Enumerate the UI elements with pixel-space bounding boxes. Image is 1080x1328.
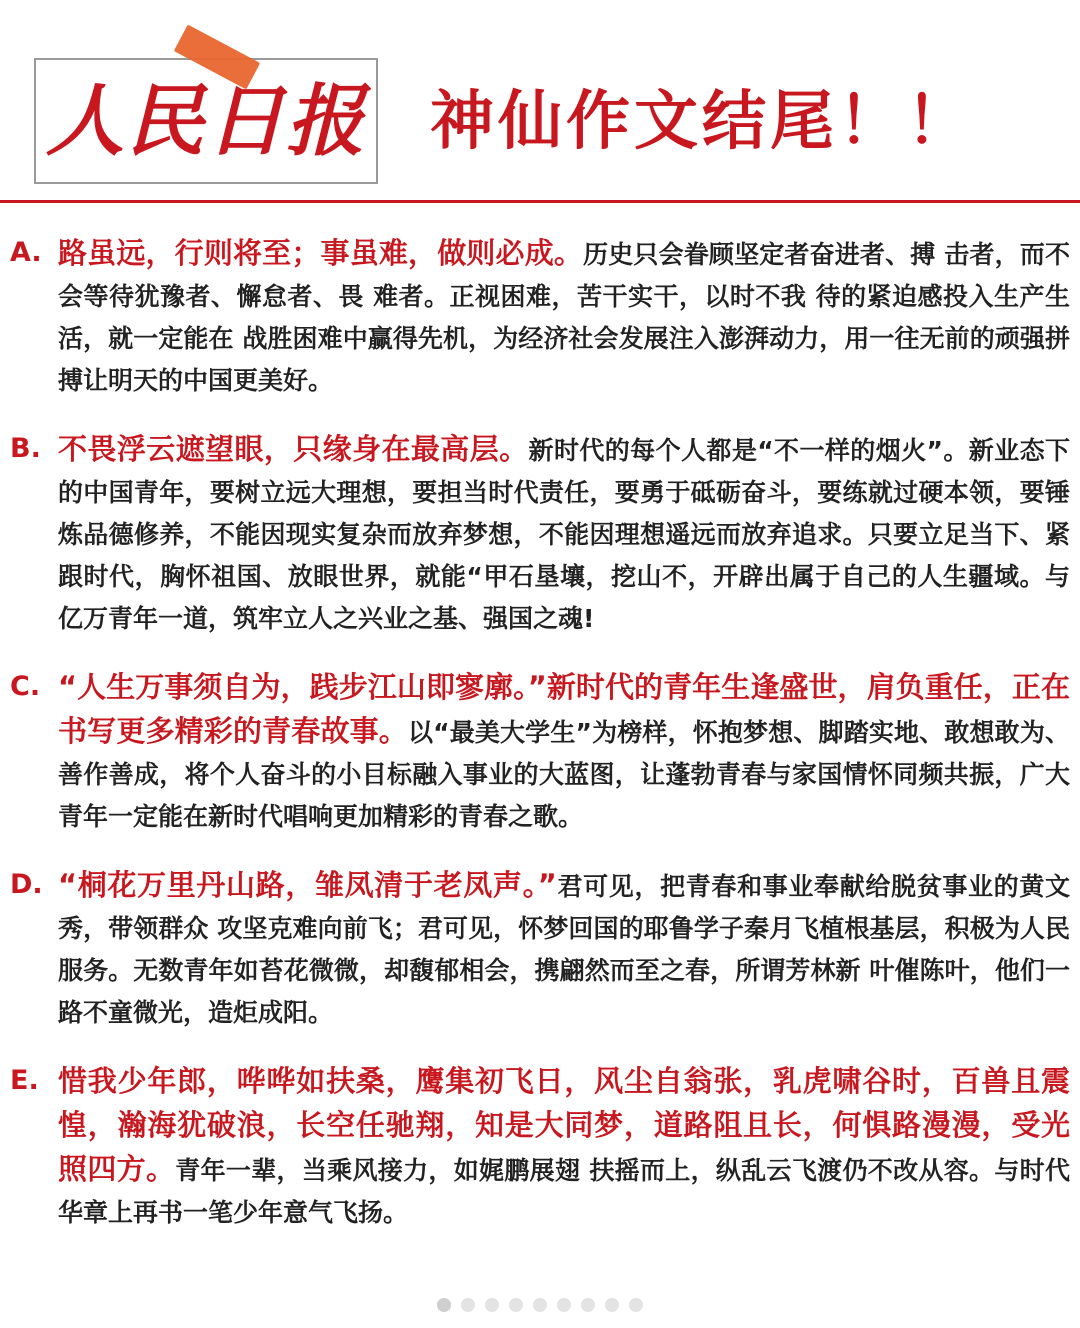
image-pager[interactable] [410, 1298, 670, 1312]
paragraph-c [10, 666, 1070, 838]
paragraph-body: 以“最美大学生”为榜样，怀抱梦想、脚踏实地、敢想敢为、善作善成，将个人奋斗的小目标融入事业的大蓝图，让蓬勃青春与家国情怀同频共振，广大青年一定能在新时代唱响更加精彩的青春之歌。 [58, 718, 1070, 831]
header [0, 0, 1080, 200]
paragraph-d [10, 864, 1070, 1034]
paragraph-highlight: “人生万事须自为，践步江山即寥廓。”新时代的青年生逢盛世，肩负重任，正在书写更多精彩的青春故事。 [58, 670, 1070, 748]
paragraph-highlight: 路虽远，行则将至；事虽难，做则必成。 [58, 236, 584, 270]
pager-dot[interactable] [461, 1298, 475, 1312]
pager-dot[interactable] [533, 1298, 547, 1312]
paragraph-e [10, 1060, 1070, 1234]
pager-dot[interactable] [437, 1298, 451, 1312]
paragraph-b [10, 428, 1070, 640]
pager-dot[interactable] [629, 1298, 643, 1312]
paragraph-highlight: “桐花万里丹山路，雏凤清于老凤声。” [58, 868, 557, 902]
paragraph-marker: D. [10, 869, 43, 900]
paragraph-body: 历史只会眷顾坚定者奋进者、搏 击者，而不会等待犹豫者、懈怠者、畏 难者。正视困难，苦干实干，以时不我 待的紧迫感投入生产生活，就一定能在 战胜困难中赢得先机，为经济社会发展注入澎湃动力，用一往无前的顽强拼搏让明天的中国更美好。 [58, 240, 1070, 395]
pager-dot[interactable] [557, 1298, 571, 1312]
paragraph-marker: C. [10, 671, 41, 702]
pager-dot[interactable] [581, 1298, 595, 1312]
paragraph-body: 青年一辈，当乘风接力，如娓鹏展翅 扶摇而上，纵乱云飞渡仍不改从容。与时代华章上再书一笔少年意气飞扬。 [58, 1156, 1070, 1227]
logo-text: 人民日报 [45, 76, 366, 167]
newspaper-logo [34, 58, 378, 184]
page-title: 神仙作文结尾！！ [430, 85, 974, 159]
essay-endings-list [10, 232, 1070, 1260]
paragraph-body: 君可见，把青春和事业奉献给脱贫事业的黄文秀，带领群众 攻坚克难向前飞；君可见，怀梦回国的耶鲁学子秦月飞植根基层，积极为人民服务。无数青年如苔花微微，却馥郁相会，携翩然而至之春，所谓芳林新 叶催陈叶，他们一路不童微光，造炬成阳。 [58, 872, 1070, 1027]
pager-dot[interactable] [605, 1298, 619, 1312]
paragraph-highlight: 惜我少年郎，哗哗如扶桑，鹰集初飞日，风尘自翁张，乳虎啸谷时，百兽且震惶，瀚海犹破浪，长空任驰翔，知是大同梦，道路阻且长，何惧路漫漫，受光照四方。 [58, 1064, 1070, 1186]
paragraph-a [10, 232, 1070, 402]
paragraph-marker: E. [10, 1065, 39, 1096]
paragraph-body: 新时代的每个人都是“不一样的烟火”。新业态下的中国青年，要树立远大理想，要担当时代责任，要勇于砥砺奋斗，要练就过硬本领，要锤炼品德修养，不能因现实复杂而放弃梦想，不能因理想遥远而放弃追求。只要立足当下、紧跟时代，胸怀祖国、放眼世界，就能“甲石垦壤，挖山不，开辟出属于自己的人生疆域。与亿万青年一道，筑牢立人之兴业之基、强国之魂! [58, 436, 1070, 633]
pager-dot[interactable] [485, 1298, 499, 1312]
header-divider [0, 200, 1080, 203]
paragraph-marker: A. [10, 237, 42, 268]
paragraph-highlight: 不畏浮云遮望眼，只缘身在最高层。 [58, 432, 529, 466]
pager-dot[interactable] [509, 1298, 523, 1312]
paragraph-marker: B. [10, 433, 41, 464]
